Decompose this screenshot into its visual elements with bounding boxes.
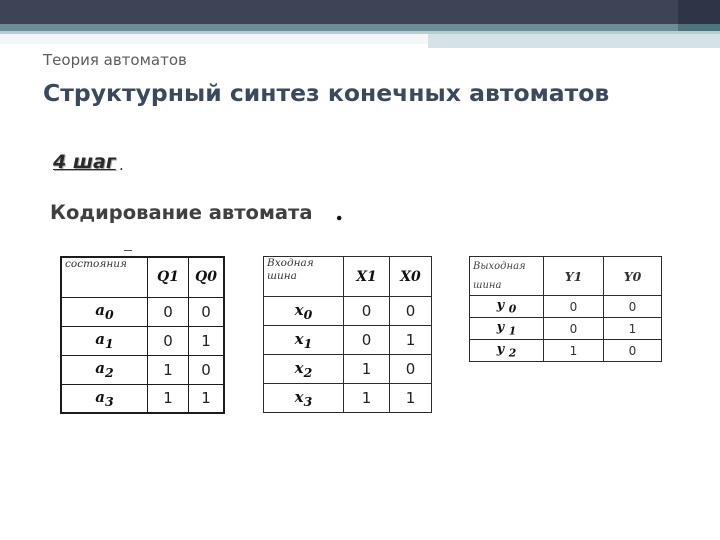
accent-stripe: [0, 24, 720, 31]
table-cell: 0: [189, 297, 225, 326]
table-header-row: [61, 257, 224, 297]
table-cell: 0: [390, 355, 432, 384]
table-cell: 0: [604, 340, 662, 362]
table-cell: 1: [344, 384, 390, 413]
states-encoding-table: [60, 256, 225, 414]
step-period: .: [119, 156, 124, 174]
accent-stripe-corner: [678, 24, 720, 31]
column-header-output-bus: Выходная шина: [470, 257, 544, 296]
table-cell: 1: [189, 326, 225, 355]
table-row: [61, 384, 224, 413]
top-band: [0, 0, 720, 24]
table-row: [61, 326, 224, 355]
input-label: $x_3$: [264, 384, 344, 413]
table-cell: 0: [390, 297, 432, 326]
top-band-corner: [678, 0, 720, 24]
output-bus-encoding-table: [469, 256, 662, 362]
table-cell: 1: [344, 355, 390, 384]
table-cell: 1: [189, 384, 225, 413]
header-strip-left: [0, 34, 428, 44]
table-cell: 0: [344, 326, 390, 355]
state-label: $a_2$: [61, 355, 148, 384]
table-cell: 0: [148, 297, 189, 326]
table-cell: 1: [604, 318, 662, 340]
slide-title: Структурный синтез конечных автоматов: [43, 79, 610, 107]
column-header-q0: Q0: [189, 257, 225, 297]
input-bus-encoding-table: [263, 256, 432, 413]
table-row: [61, 297, 224, 326]
input-label: $x_1$: [264, 326, 344, 355]
section-heading: Кодирование автомата: [50, 201, 313, 224]
table-row: [264, 384, 432, 413]
table-cell: 0: [189, 355, 225, 384]
table-cell: 1: [390, 326, 432, 355]
table-row: [470, 318, 662, 340]
table-header-row: [264, 257, 432, 297]
table-cell: 1: [148, 355, 189, 384]
table-cell: 0: [544, 296, 604, 318]
column-header-y0: Y0: [604, 257, 662, 296]
column-header-input-bus: Входная шина: [264, 257, 344, 297]
table-tick-mark: [124, 250, 132, 251]
table-row: [264, 355, 432, 384]
input-label: $x_0$: [264, 297, 344, 326]
table-cell: 1: [390, 384, 432, 413]
table-row: [470, 296, 662, 318]
table-row: [264, 297, 432, 326]
table-cell: 0: [544, 318, 604, 340]
output-label: y $_2$: [470, 340, 544, 362]
table-row: [61, 355, 224, 384]
table-cell: 1: [148, 384, 189, 413]
header-strip-right: [428, 34, 720, 48]
step-label: 4 шаг: [53, 151, 116, 173]
state-label: $a_0$: [61, 297, 148, 326]
output-label: y $_1$: [470, 318, 544, 340]
table-cell: 0: [148, 326, 189, 355]
output-label: y $_0$: [470, 296, 544, 318]
table-row: [264, 326, 432, 355]
table-cell: 0: [604, 296, 662, 318]
heading-period: .: [335, 197, 344, 226]
column-header-x1: X1: [344, 257, 390, 297]
state-label: $a_3$: [61, 384, 148, 413]
column-header-x0: X0: [390, 257, 432, 297]
table-cell: 0: [344, 297, 390, 326]
column-header-y1: Y1: [544, 257, 604, 296]
slide-subtitle: Теория автоматов: [43, 51, 187, 69]
column-header-states: состояния: [61, 257, 148, 297]
input-label: $x_2$: [264, 355, 344, 384]
table-header-row: [470, 257, 662, 296]
state-label: $a_1$: [61, 326, 148, 355]
table-cell: 1: [544, 340, 604, 362]
table-row: [470, 340, 662, 362]
column-header-q1: Q1: [148, 257, 189, 297]
